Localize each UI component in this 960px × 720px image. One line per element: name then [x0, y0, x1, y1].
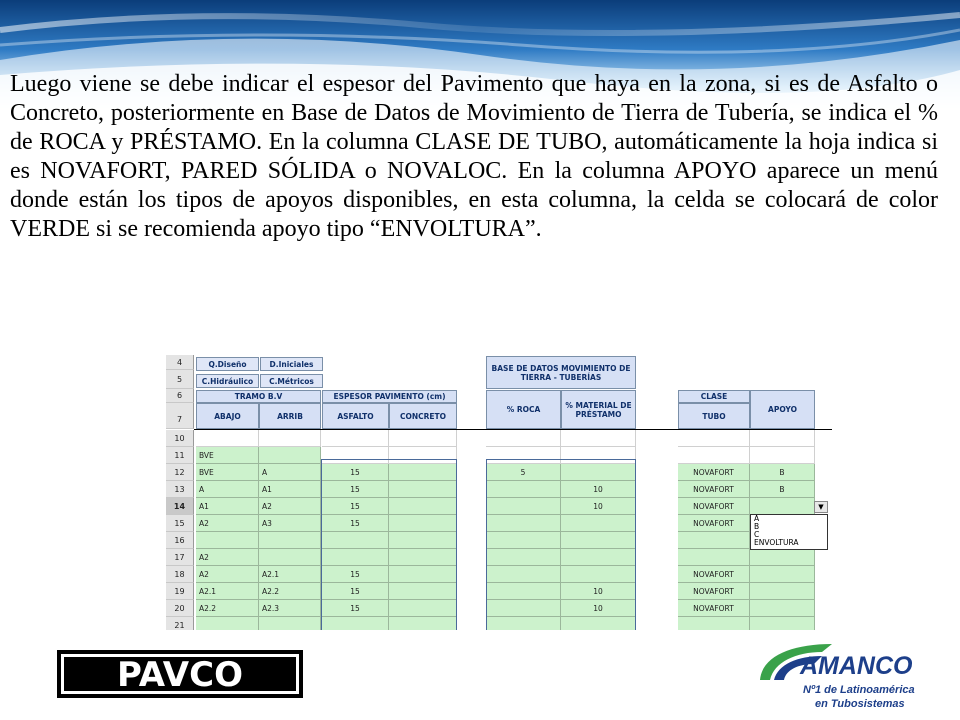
cell-prestamo[interactable]: 10	[561, 583, 636, 600]
cell-arrib[interactable]	[259, 549, 321, 566]
cell-abajo[interactable]: A2	[196, 515, 259, 532]
c-hidraulico-button[interactable]: C.Hidráulico	[196, 374, 259, 388]
cell-prestamo[interactable]: 10	[561, 498, 636, 515]
cell-abajo[interactable]: A2	[196, 566, 259, 583]
pavimento-frame	[321, 459, 457, 630]
row-number: 6	[166, 389, 194, 403]
cell-prestamo[interactable]	[561, 430, 636, 447]
c-metricos-button[interactable]: C.Métricos	[260, 374, 323, 388]
cell-arrib[interactable]: A2.2	[259, 583, 321, 600]
cell-tubo[interactable]: NOVAFORT	[678, 600, 750, 617]
apoyo-dropdown-list[interactable]	[750, 514, 828, 550]
cell-apoyo[interactable]	[750, 430, 815, 447]
prestamo-header: % MATERIAL DE PRÉSTAMO	[561, 390, 636, 429]
spreadsheet	[166, 355, 832, 630]
cell-abajo[interactable]	[196, 617, 259, 630]
clase-header: CLASE	[678, 390, 750, 403]
row-number: 10	[166, 430, 194, 447]
cell-tubo[interactable]	[678, 447, 750, 464]
cell-abajo[interactable]: BVE	[196, 447, 259, 464]
cell-apoyo[interactable]	[750, 498, 815, 515]
asfalto-header: ASFALTO	[322, 403, 389, 429]
row-number: 21	[166, 617, 194, 630]
q-diseno-button[interactable]: Q.Diseño	[196, 357, 259, 371]
cell-tubo[interactable]	[678, 549, 750, 566]
cell-apoyo[interactable]	[750, 617, 815, 630]
cell-asfalto[interactable]: 15	[322, 498, 389, 515]
cell-abajo[interactable]: A2.2	[196, 600, 259, 617]
espesor-header: ESPESOR PAVIMENTO (cm)	[322, 390, 457, 403]
cell-asfalto[interactable]	[322, 430, 389, 447]
cell-arrib[interactable]: A3	[259, 515, 321, 532]
amanco-wordmark: AMANCO	[800, 652, 913, 680]
row-number: 19	[166, 583, 194, 600]
cell-apoyo[interactable]	[750, 600, 815, 617]
d-iniciales-button[interactable]: D.Iniciales	[260, 357, 323, 371]
cell-arrib[interactable]	[259, 617, 321, 630]
cell-arrib[interactable]: A1	[259, 481, 321, 498]
base-datos-header: BASE DE DATOS MOVIMIENTO DE TIERRA - TUBERÍAS	[486, 356, 636, 389]
cell-asfalto[interactable]: 15	[322, 515, 389, 532]
row-number: 17	[166, 549, 194, 566]
cell-tubo[interactable]: NOVAFORT	[678, 481, 750, 498]
cell-abajo[interactable]	[196, 430, 259, 447]
cell-apoyo[interactable]	[750, 549, 815, 566]
row-number: 4	[166, 355, 194, 370]
cell-tubo[interactable]: NOVAFORT	[678, 515, 750, 532]
cell-asfalto[interactable]: 15	[322, 566, 389, 583]
cell-apoyo[interactable]: B	[750, 464, 815, 481]
concreto-header: CONCRETO	[389, 403, 457, 429]
roca-header: % ROCA	[486, 390, 561, 429]
cell-tubo[interactable]	[678, 617, 750, 630]
cell-prestamo[interactable]: 10	[561, 481, 636, 498]
cell-tubo[interactable]	[678, 532, 750, 549]
cell-arrib[interactable]	[259, 430, 321, 447]
cell-abajo[interactable]: BVE	[196, 464, 259, 481]
row-number: 7	[166, 403, 194, 429]
row-number: 20	[166, 600, 194, 617]
cell-roca[interactable]	[486, 430, 561, 447]
cell-roca[interactable]: 5	[486, 464, 561, 481]
row-number: 13	[166, 481, 194, 498]
row-number: 14	[166, 498, 194, 515]
cell-abajo[interactable]: A1	[196, 498, 259, 515]
cell-asfalto[interactable]: 15	[322, 583, 389, 600]
cell-asfalto[interactable]: 15	[322, 464, 389, 481]
amanco-tagline-2: en Tubosistemas	[815, 698, 905, 710]
row-number: 12	[166, 464, 194, 481]
cell-apoyo[interactable]	[750, 447, 815, 464]
cell-abajo[interactable]: A2.1	[196, 583, 259, 600]
dropdown-option[interactable]: C	[754, 530, 760, 539]
apoyo-header: APOYO	[750, 390, 815, 429]
row-number: 16	[166, 532, 194, 549]
cell-arrib[interactable]	[259, 447, 321, 464]
cell-apoyo[interactable]: B	[750, 481, 815, 498]
cell-arrib[interactable]	[259, 532, 321, 549]
cell-abajo[interactable]: A2	[196, 549, 259, 566]
cell-apoyo[interactable]	[750, 583, 815, 600]
cell-abajo[interactable]: A	[196, 481, 259, 498]
cell-arrib[interactable]: A2.3	[259, 600, 321, 617]
cell-concreto[interactable]	[389, 430, 457, 447]
arrib-header: ARRIB	[259, 403, 321, 429]
cell-arrib[interactable]: A2.1	[259, 566, 321, 583]
cell-prestamo[interactable]: 10	[561, 600, 636, 617]
cell-tubo[interactable]: NOVAFORT	[678, 583, 750, 600]
abajo-header: ABAJO	[196, 403, 259, 429]
tubo-header: TUBO	[678, 403, 750, 429]
dropdown-option[interactable]: A	[754, 514, 760, 523]
cell-tubo[interactable]: NOVAFORT	[678, 566, 750, 583]
amanco-tagline-1: Nº1 de Latinoamérica	[803, 684, 915, 696]
chevron-down-icon[interactable]: ▼	[814, 501, 828, 513]
pavco-wordmark: PAVCO	[117, 655, 243, 695]
row-number: 15	[166, 515, 194, 532]
cell-abajo[interactable]	[196, 532, 259, 549]
cell-tubo[interactable]: NOVAFORT	[678, 498, 750, 515]
row-number: 5	[166, 370, 194, 389]
row-number: 18	[166, 566, 194, 583]
pavco-logo	[57, 650, 303, 703]
dropdown-option[interactable]: ENVOLTURA	[754, 538, 799, 547]
cell-apoyo[interactable]	[750, 566, 815, 583]
cell-asfalto[interactable]: 15	[322, 600, 389, 617]
dropdown-option[interactable]: B	[754, 522, 760, 531]
tramo-header: TRAMO B.V	[196, 390, 321, 403]
cell-asfalto[interactable]: 15	[322, 481, 389, 498]
cell-arrib[interactable]: A2	[259, 498, 321, 515]
cell-tubo[interactable]	[678, 430, 750, 447]
cell-tubo[interactable]: NOVAFORT	[678, 464, 750, 481]
tierra-frame	[486, 459, 636, 630]
cell-arrib[interactable]: A	[259, 464, 321, 481]
description-paragraph: Luego viene se debe indicar el espesor del Pavimento que haya en la zona, si es de Asfalto o Concreto, posteriormente en Base de Datos de Movimiento de Tierra de Tubería, se indica el % de ROCA y PRÉSTAMO. En la columna CLASE DE TUBO, automáticamente la hoja indica si es NOVAFORT, PARED SÓLIDA o NOVALOC. En la columna APOYO aparece un menú donde están los tipos de apoyos disponibles, en esta columna, la celda se colocará de color VERDE si se recomienda apoyo tipo “ENVOLTURA”.	[10, 71, 938, 242]
row-number: 11	[166, 447, 194, 464]
